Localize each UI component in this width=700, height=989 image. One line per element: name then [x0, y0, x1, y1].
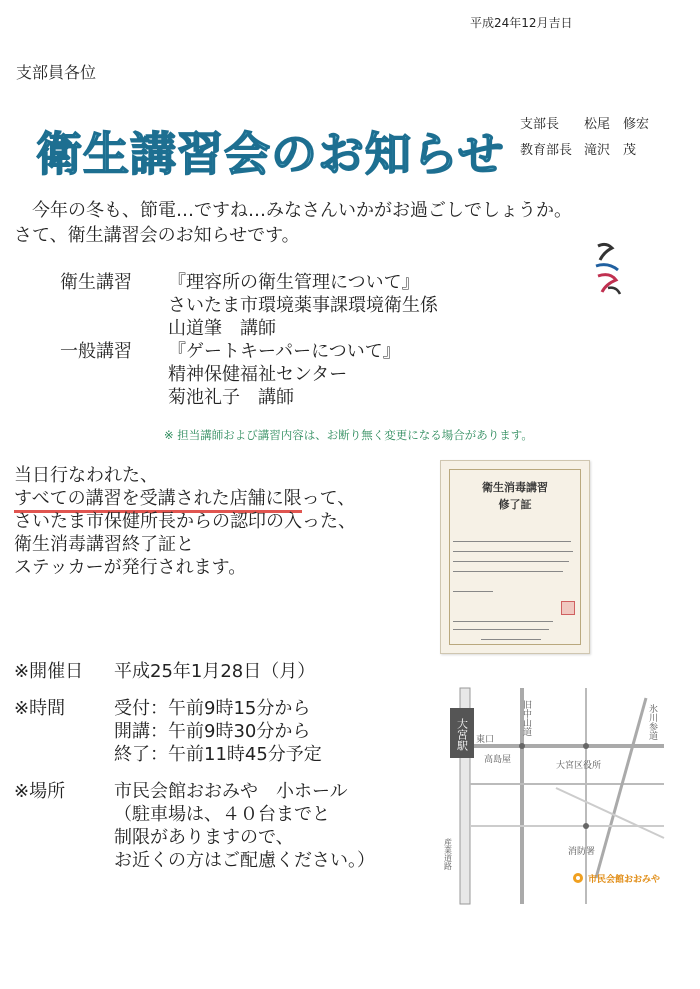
map-label: 旧中山道 — [521, 700, 531, 736]
event-time-value: 開講：午前9時30分から — [114, 721, 311, 742]
page-title: 衛生講習会のお知らせ — [36, 127, 505, 181]
venue-map — [443, 688, 664, 904]
lecture-speaker: 菊池礼子 講師 — [168, 387, 294, 408]
event-time-label: ※時間 — [14, 698, 66, 719]
event-time-row: ※時間 受付：午前9時15分から — [14, 698, 311, 719]
lecture-org: 精神保健福祉センター — [168, 364, 348, 385]
certificate-info — [14, 464, 356, 579]
map-label: 消防署 — [568, 847, 596, 857]
officer-row — [520, 112, 649, 138]
officer-name: 松尾 修宏 — [584, 117, 650, 132]
officer-role: 教育部長 — [520, 143, 573, 158]
association-logo-icon — [592, 240, 624, 298]
issue-date: 平成24年12月吉日 — [470, 16, 573, 30]
event-date-value: 平成25年1月28日（月） — [114, 661, 316, 682]
event-details: ※開催日 平成25年1月28日（月） ※時間 受付：午前9時15分から 開講：午前9時30分から 終了：午前11時45分予定 ※場所 市民会館おおみや 小ホール （駐車場は、４０台までと 制限がありますので、 お近くの方はご配慮ください。） — [14, 661, 375, 871]
lecture-org: さいたま市環境薬事課環境衛生係 — [168, 295, 438, 316]
certificate-line: ステッカーが発行されます。 — [14, 557, 247, 578]
officer-role: 支部長 — [520, 117, 560, 132]
event-date-row — [14, 660, 375, 683]
map-label: 氷川参道 — [647, 704, 657, 740]
event-place-row — [14, 780, 375, 803]
map-label: 東口 — [476, 735, 495, 745]
change-notice: ※ 担当講師および講習内容は、お断り無く変更になる場合があります。 — [164, 428, 533, 442]
lecture-item — [60, 271, 438, 340]
lecture-speaker: 山道肇 講師 — [168, 318, 276, 339]
map-label: 高島屋 — [484, 755, 512, 765]
certificate-line: さいたま市保健所長からの認印の入った、 — [14, 511, 356, 532]
officers-block — [520, 112, 649, 164]
event-place-label: ※場所 — [14, 781, 66, 802]
certificate-photo — [440, 460, 590, 654]
certificate-line: すべての講習を受講された店舗に限って、 — [14, 487, 356, 510]
map-label-venue: 市民会館おおみや — [588, 875, 661, 885]
lecture-item — [60, 340, 438, 409]
lecture-category: 一般講習 — [60, 341, 132, 362]
officer-row — [520, 138, 649, 164]
map-label-station: 大宮駅 — [455, 718, 469, 751]
lecture-list — [60, 271, 438, 409]
seal-icon — [561, 601, 575, 615]
intro-line: 今年の冬も、節電…ですね…みなさんいかがお過ごしでしょうか。 — [32, 200, 572, 221]
certificate-line: 当日行なわれた、 — [14, 465, 158, 486]
intro-text — [14, 198, 572, 248]
certificate-photo-title: 衛生消毒講習 修了証 — [482, 481, 548, 511]
lecture-category: 衛生講習 — [60, 272, 132, 293]
event-date-label: ※開催日 — [14, 661, 84, 682]
certificate-emphasis: すべての講習を受講された店舗に限 — [14, 488, 302, 513]
lecture-topic: 『理容所の衛生管理について』 — [168, 272, 420, 293]
map-label: 産業道路 — [443, 838, 453, 870]
officer-name: 滝沢 茂 — [584, 143, 637, 158]
event-place-value: 市民会館おおみや 小ホール — [114, 781, 348, 802]
event-time-value: 終了：午前11時45分予定 — [114, 744, 322, 765]
map-label: 大宮区役所 — [556, 761, 602, 771]
intro-line: さて、衛生講習会のお知らせです。 — [14, 225, 300, 246]
lecture-topic: 『ゲートキーパーについて』 — [168, 341, 401, 362]
certificate-line: 衛生消毒講習終了証と — [14, 534, 194, 555]
addressee: 支部員各位 — [16, 63, 97, 82]
